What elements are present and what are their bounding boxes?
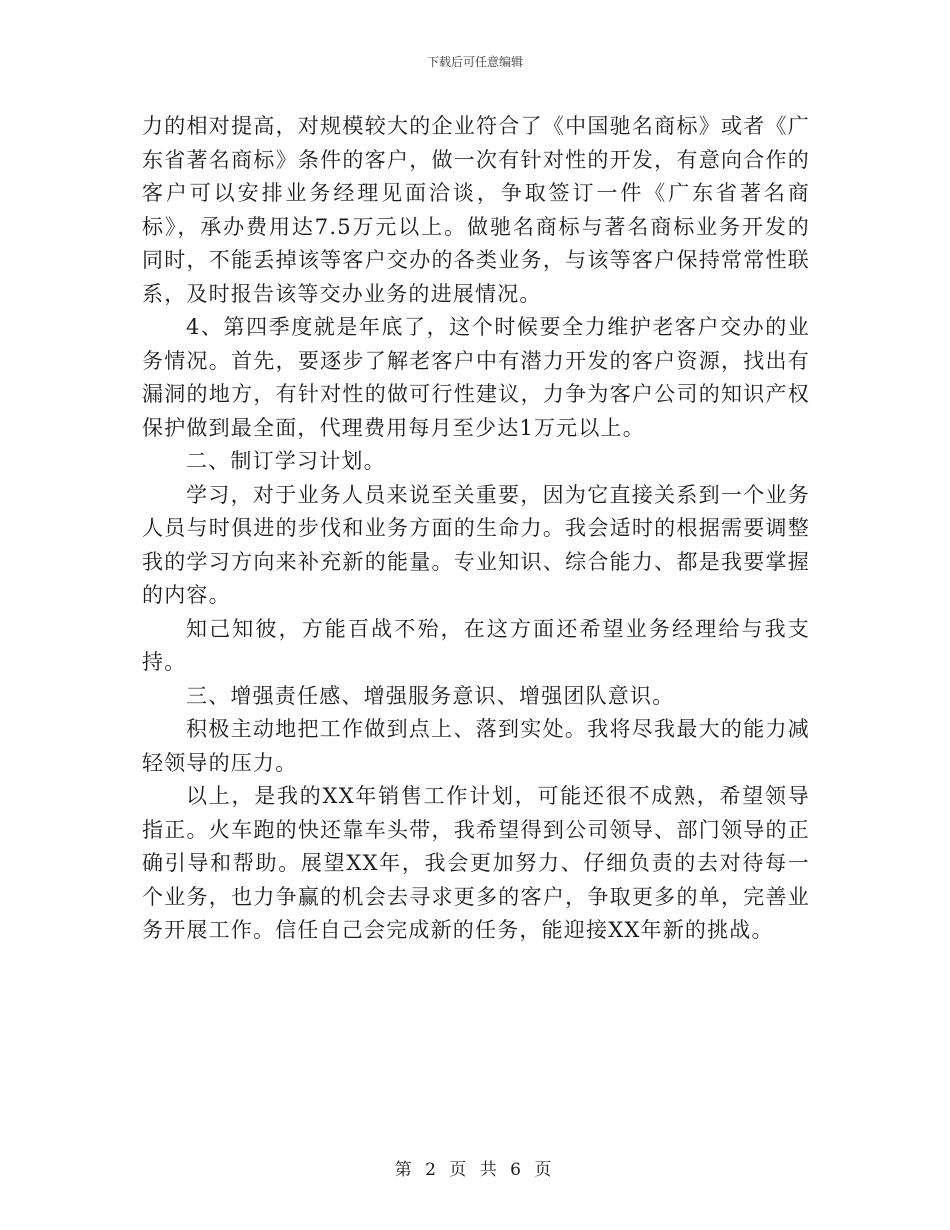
paragraph: 4、第四季度就是年底了，这个时候要全力维护老客户交办的业务情况。首先，要逐步了解老客户中有潜力开发的客户资源，找出有漏洞的地方，有针对性的做可行性建议，力争为客户公司的知识产权保护做到最全面，代理费用每月至少达1万元以上。 [142, 315, 810, 440]
page-footer: 第 2 页 共 6 页 [394, 1160, 556, 1180]
document-body [142, 110, 810, 948]
section-heading: 二、制订学习计划。 [186, 449, 386, 473]
paragraph: 力的相对提高，对规模较大的企业符合了《中国驰名商标》或者《广东省著名商标》条件的客户，做一次有针对性的开发，有意向合作的客户可以安排业务经理见面洽谈，争取签订一件《广东省著名商标》，承办费用达7.5万元以上。做驰名商标与著名商标业务开发的同时，不能丢掉该等客户交办的各类业务，与该等客户保持常常性联系，及时报告该等交办业务的进展情况。 [142, 114, 810, 306]
paragraph: 学习，对于业务人员来说至关重要，因为它直接关系到一个业务人员与时俱进的步伐和业务方面的生命力。我会适时的根据需要调整我的学习方向来补充新的能量。专业知识、综合能力、都是我要掌握的内容。 [142, 482, 810, 607]
paragraph: 以上，是我的XX年销售工作计划，可能还很不成熟，希望领导指正。火车跑的快还靠车头带，我希望得到公司领导、部门领导的正确引导和帮助。展望XX年，我会更加努力、仔细负责的去对待每一个业务，也力争赢的机会去寻求更多的客户，争取更多的单，完善业务开展工作。信任自己会完成新的任务，能迎接XX年新的挑战。 [142, 784, 810, 942]
page-header: 下载后可任意编辑 [426, 55, 523, 69]
section-heading: 三、增强责任感、增强服务意识、增强团队意识。 [186, 683, 675, 708]
paragraph: 知己知彼，方能百战不殆，在这方面还希望业务经理给与我支持。 [142, 616, 810, 674]
paragraph: 积极主动地把工作做到点上、落到实处。我将尽我最大的能力减轻领导的压力。 [142, 717, 810, 775]
